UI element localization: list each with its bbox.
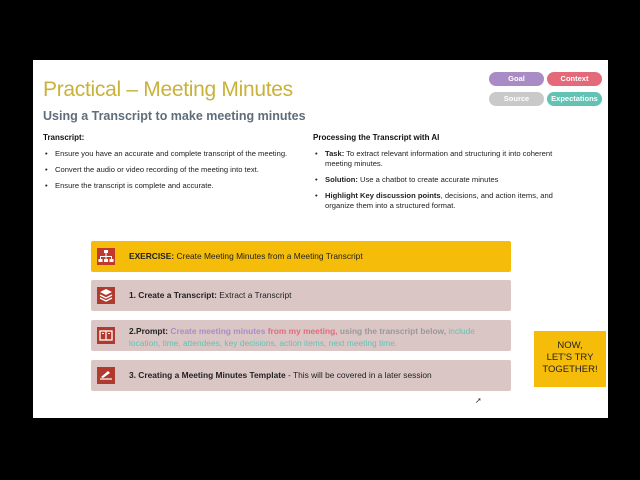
exercise-label: EXERCISE: <box>129 251 175 261</box>
slide-title: Practical – Meeting Minutes <box>43 78 293 101</box>
step3-desc: - This will be covered in a later session <box>285 370 432 380</box>
presentation-toolbar <box>36 405 116 417</box>
step3-text <box>129 370 503 380</box>
transcript-bullet: • Ensure the transcript is complete and accurate. <box>55 181 295 191</box>
processing-bullet-task <box>325 149 575 169</box>
pill-context: Context <box>547 72 602 86</box>
prompt-context: from my meeting, <box>265 326 338 336</box>
callout-line-2: LET'S TRY <box>546 352 594 363</box>
more-icon[interactable]: ⋯ <box>92 406 102 416</box>
exercise-box <box>91 241 511 272</box>
transcript-bullets <box>44 149 295 197</box>
prompt-expectations: include location, time, attendees, key decisions, action items, next meeting time. <box>129 326 475 348</box>
step2-box <box>91 320 511 351</box>
callout-line-3: TOGETHER! <box>542 364 598 375</box>
slide-subtitle: Using a Transcript to make meeting minutes <box>43 109 306 123</box>
step2-text <box>129 325 503 349</box>
pen-icon[interactable]: ✎ <box>37 406 45 416</box>
task-label: Task: <box>325 149 345 158</box>
processing-bullet-highlight <box>325 191 575 211</box>
processing-bullets <box>314 149 575 217</box>
pill-goal: Goal <box>489 72 544 86</box>
camera-icon[interactable]: ■ <box>80 406 86 416</box>
org-chart-icon <box>97 248 115 265</box>
solution-text: Use a chatbot to create accurate minutes <box>357 175 499 184</box>
processing-heading: Processing the Transcript with AI <box>313 133 440 142</box>
next-icon[interactable]: ➜ <box>107 406 115 416</box>
prompt-source: using the transcript below, <box>337 326 447 336</box>
now-callout <box>534 331 606 387</box>
transcript-heading: Transcript: <box>43 133 85 142</box>
search-icon[interactable]: ⌕ <box>52 406 58 416</box>
step1-label: 1. Create a Transcript: <box>129 290 217 300</box>
exercise-text <box>129 251 503 261</box>
callout-line-1: NOW, <box>557 340 583 351</box>
step1-box <box>91 280 511 311</box>
step2-label: 2.Prompt: <box>129 326 169 336</box>
step1-desc: Extract a Transcript <box>216 290 292 300</box>
pill-expectations: Expectations <box>547 92 602 106</box>
pill-source: Source <box>489 92 544 106</box>
prompt-goal: Create meeting minutes <box>168 326 266 336</box>
signature-icon <box>97 367 115 384</box>
highlight-label: Highlight Key discussion points <box>325 191 441 200</box>
task-text: To extract relevant information and structuring it into coherent meeting minutes. <box>325 149 553 168</box>
step3-box <box>91 360 511 391</box>
step1-text <box>129 290 503 300</box>
transcript-bullet: • Convert the audio or video recording of the meeting into text. <box>55 165 295 175</box>
exercise-desc: Create Meeting Minutes from a Meeting Transcript <box>174 251 363 261</box>
mouse-cursor: ➚ <box>475 396 482 405</box>
solution-label: Solution: <box>325 175 358 184</box>
layers-icon <box>97 287 115 304</box>
step3-label: 3. Creating a Meeting Minutes Template <box>129 370 286 380</box>
transcript-bullet: • Ensure you have an accurate and complete transcript of the meeting. <box>55 149 295 159</box>
slide <box>33 60 608 418</box>
highlight-text: , decisions, and action items, and organize them into a structured format. <box>325 191 553 210</box>
book-icon <box>97 327 115 344</box>
processing-bullet-solution <box>325 175 575 185</box>
subtitles-icon[interactable]: ▭ <box>64 406 74 416</box>
